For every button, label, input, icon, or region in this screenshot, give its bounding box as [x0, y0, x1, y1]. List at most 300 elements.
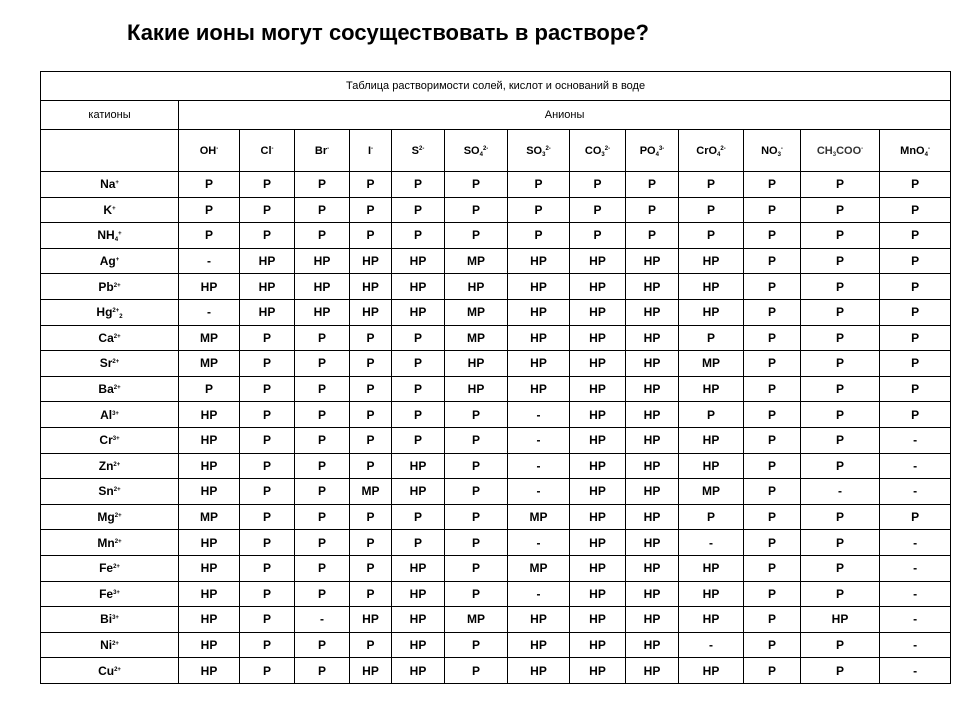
cation-formula: Cr: [99, 433, 113, 448]
solubility-cell: НР: [679, 274, 744, 300]
cation-cell: [41, 402, 179, 428]
solubility-cell: Р: [392, 172, 445, 198]
solubility-cell: НР: [801, 607, 880, 633]
solubility-cell: Р: [801, 172, 880, 198]
solubility-cell: Р: [679, 504, 744, 530]
solubility-cell: Р: [295, 223, 350, 249]
solubility-cell: НР: [392, 248, 445, 274]
solubility-cell: Р: [240, 530, 295, 556]
solubility-cell: Р: [350, 453, 392, 479]
solubility-cell: Р: [744, 376, 801, 402]
cation-charge: 2+: [114, 513, 122, 520]
solubility-cell: НР: [179, 274, 240, 300]
solubility-cell: Р: [240, 632, 295, 658]
solubility-cell: Р: [801, 376, 880, 402]
solubility-cell: -: [880, 658, 951, 684]
anion-header-cell: [350, 130, 392, 172]
solubility-cell: НР: [350, 607, 392, 633]
solubility-cell: Р: [801, 274, 880, 300]
solubility-cell: Р: [744, 248, 801, 274]
solubility-cell: НР: [179, 427, 240, 453]
anion-formula: NO: [761, 144, 778, 157]
solubility-cell: Р: [240, 479, 295, 505]
anion-formula: SO: [526, 144, 543, 157]
solubility-cell: Р: [801, 248, 880, 274]
solubility-cell: -: [679, 530, 744, 556]
solubility-cell: НР: [508, 351, 570, 377]
solubility-cell: НР: [392, 581, 445, 607]
solubility-cell: Р: [626, 223, 679, 249]
solubility-cell: Р: [295, 376, 350, 402]
solubility-cell: Р: [570, 223, 626, 249]
anion-header-cell: [880, 130, 951, 172]
solubility-cell: Р: [295, 632, 350, 658]
cation-cell: [41, 607, 179, 633]
solubility-cell: НР: [445, 351, 508, 377]
solubility-cell: Р: [801, 504, 880, 530]
table-row: [41, 376, 951, 402]
solubility-cell: Р: [801, 325, 880, 351]
cation-charge: 2+: [112, 359, 120, 366]
cation-formula: Fe: [99, 586, 114, 601]
solubility-cell: НР: [626, 658, 679, 684]
solubility-cell: НР: [179, 555, 240, 581]
cation-charge: 3+: [112, 436, 120, 443]
cation-formula: Ca: [98, 330, 114, 345]
table-row: [41, 248, 951, 274]
solubility-cell: НР: [626, 427, 679, 453]
anion-charge: 3-: [658, 145, 665, 152]
solubility-cell: -: [508, 453, 570, 479]
solubility-cell: МР: [179, 504, 240, 530]
anion-header-cell: [801, 130, 880, 172]
solubility-cell: НР: [240, 274, 295, 300]
solubility-cell: НР: [679, 427, 744, 453]
solubility-cell: Р: [445, 172, 508, 198]
solubility-cell: НР: [570, 351, 626, 377]
cation-charge: 3+: [113, 589, 120, 596]
anion-header-cell: [445, 130, 508, 172]
solubility-cell: НР: [570, 658, 626, 684]
solubility-cell: Р: [445, 223, 508, 249]
solubility-cell: Р: [880, 402, 951, 428]
cation-charge: +: [118, 231, 122, 238]
cation-formula: Fe: [99, 561, 114, 576]
solubility-cell: НР: [626, 555, 679, 581]
solubility-cell: -: [508, 530, 570, 556]
solubility-cell: НР: [570, 402, 626, 428]
cations-header: катионы: [41, 101, 179, 130]
solubility-cell: Р: [350, 351, 392, 377]
solubility-cell: -: [880, 427, 951, 453]
table-row: [41, 325, 951, 351]
solubility-cell: Р: [445, 555, 508, 581]
solubility-cell: Р: [880, 274, 951, 300]
solubility-cell: МР: [679, 351, 744, 377]
solubility-cell: НР: [508, 658, 570, 684]
cation-formula: Pb: [98, 279, 114, 294]
solubility-cell: НР: [240, 299, 295, 325]
solubility-cell: НР: [626, 479, 679, 505]
anion-row: [41, 130, 951, 172]
solubility-cell: Р: [801, 453, 880, 479]
solubility-cell: Р: [744, 274, 801, 300]
anion-header-cell: [179, 130, 240, 172]
solubility-cell: -: [508, 402, 570, 428]
cation-cell: [41, 351, 179, 377]
solubility-cell: Р: [392, 402, 445, 428]
table-row: [41, 607, 951, 633]
cation-formula: Zn: [98, 458, 114, 473]
solubility-table: [40, 71, 951, 684]
solubility-cell: Р: [240, 555, 295, 581]
anion-formula: Cl: [260, 144, 272, 157]
anion-header-cell: [744, 130, 801, 172]
solubility-cell: Р: [880, 248, 951, 274]
solubility-cell: -: [801, 479, 880, 505]
solubility-cell: Р: [744, 325, 801, 351]
solubility-cell: Р: [744, 172, 801, 198]
solubility-cell: Р: [350, 376, 392, 402]
solubility-cell: НР: [179, 402, 240, 428]
solubility-cell: Р: [240, 427, 295, 453]
solubility-cell: НР: [179, 607, 240, 633]
solubility-cell: НР: [626, 376, 679, 402]
cation-charge: 3+: [112, 615, 119, 622]
solubility-cell: Р: [801, 658, 880, 684]
cation-charge: 2+: [113, 385, 121, 392]
solubility-cell: Р: [445, 479, 508, 505]
solubility-cell: НР: [392, 479, 445, 505]
solubility-cell: Р: [445, 530, 508, 556]
solubility-cell: Р: [744, 427, 801, 453]
table-row: [41, 453, 951, 479]
table-row: [41, 351, 951, 377]
solubility-cell: МР: [508, 504, 570, 530]
solubility-cell: Р: [570, 197, 626, 223]
solubility-cell: НР: [392, 607, 445, 633]
solubility-cell: Р: [445, 427, 508, 453]
page-title: Какие ионы могут сосуществовать в растворе?: [127, 20, 649, 45]
table-caption: Таблица растворимости солей, кислот и оснований в воде: [41, 72, 951, 101]
solubility-cell: Р: [240, 658, 295, 684]
anion-formula: I: [367, 144, 372, 157]
solubility-cell: НР: [626, 351, 679, 377]
solubility-cell: МР: [679, 479, 744, 505]
solubility-cell: НР: [179, 658, 240, 684]
table-row: [41, 402, 951, 428]
anion-charge: 2-: [604, 145, 611, 152]
solubility-cell: НР: [626, 325, 679, 351]
table-row: [41, 632, 951, 658]
anion-subscript: 3: [777, 151, 781, 158]
cation-subscript: 4: [114, 237, 119, 244]
anion-subscript: 4: [479, 151, 483, 158]
solubility-cell: Р: [880, 172, 951, 198]
cation-formula: Mn: [97, 535, 115, 550]
solubility-cell: Р: [295, 555, 350, 581]
cation-formula: Sn: [98, 484, 114, 499]
cation-cell: [41, 504, 179, 530]
solubility-cell: Р: [240, 351, 295, 377]
cation-formula: Bi: [100, 612, 113, 627]
solubility-cell: Р: [445, 453, 508, 479]
solubility-cell: Р: [240, 581, 295, 607]
solubility-cell: Р: [508, 197, 570, 223]
anion-header-cell: [679, 130, 744, 172]
anion-formula: CO: [584, 144, 602, 157]
anion-subscript: 4: [655, 151, 659, 158]
cation-charge: 2+: [113, 564, 120, 571]
anion-header-cell: [626, 130, 679, 172]
table-row: [41, 299, 951, 325]
solubility-cell: Р: [570, 172, 626, 198]
solubility-cell: Р: [350, 172, 392, 198]
solubility-cell: НР: [570, 299, 626, 325]
solubility-cell: -: [179, 299, 240, 325]
anion-subscript: 4: [717, 151, 721, 158]
cation-cell: [41, 530, 179, 556]
solubility-cell: Р: [744, 658, 801, 684]
solubility-cell: НР: [392, 555, 445, 581]
solubility-cell: Р: [295, 325, 350, 351]
solubility-cell: Р: [350, 632, 392, 658]
solubility-cell: Р: [179, 223, 240, 249]
cation-charge: +: [115, 180, 119, 187]
solubility-cell: НР: [626, 581, 679, 607]
solubility-cell: Р: [445, 658, 508, 684]
solubility-cell: НР: [570, 325, 626, 351]
anion-charge: -: [371, 145, 374, 152]
solubility-cell: Р: [880, 376, 951, 402]
solubility-cell: НР: [392, 632, 445, 658]
solubility-cell: Р: [295, 581, 350, 607]
cation-cell: [41, 581, 179, 607]
anion-subscript: 4: [924, 151, 928, 158]
anion-subscript: 3: [542, 151, 546, 158]
solubility-cell: Р: [350, 555, 392, 581]
solubility-cell: НР: [679, 376, 744, 402]
solubility-cell: МР: [179, 351, 240, 377]
anion-charge: 2-: [545, 145, 551, 152]
table-row: [41, 504, 951, 530]
solubility-cell: НР: [626, 632, 679, 658]
table-row: [41, 172, 951, 198]
solubility-cell: НР: [392, 658, 445, 684]
table-row: [41, 427, 951, 453]
solubility-cell: Р: [295, 504, 350, 530]
solubility-cell: НР: [626, 607, 679, 633]
solubility-cell: НР: [350, 274, 392, 300]
cation-charge: 2+: [114, 666, 121, 673]
solubility-cell: Р: [179, 197, 240, 223]
solubility-cell: -: [679, 632, 744, 658]
cation-formula: NH: [97, 228, 115, 243]
solubility-cell: Р: [508, 172, 570, 198]
solubility-cell: -: [508, 581, 570, 607]
solubility-cell: НР: [570, 479, 626, 505]
table-row: [41, 197, 951, 223]
solubility-cell: Р: [801, 632, 880, 658]
solubility-cell: НР: [508, 299, 570, 325]
solubility-cell: Р: [679, 325, 744, 351]
anion-corner-cell: [41, 130, 179, 172]
anion-charge: 2-: [482, 145, 489, 152]
cation-charge: 2+: [112, 308, 120, 315]
cation-cell: [41, 248, 179, 274]
cation-cell: [41, 299, 179, 325]
cation-formula: Cu: [98, 663, 115, 678]
solubility-cell: Р: [350, 530, 392, 556]
solubility-cell: Р: [392, 504, 445, 530]
cation-formula: Mg: [97, 510, 115, 525]
cation-formula: Ba: [98, 382, 114, 397]
solubility-cell: Р: [801, 351, 880, 377]
anion-header-cell: [295, 130, 350, 172]
solubility-cell: НР: [392, 453, 445, 479]
solubility-cell: НР: [570, 555, 626, 581]
solubility-cell: Р: [295, 172, 350, 198]
solubility-cell: НР: [179, 632, 240, 658]
anion-charge: -: [927, 145, 930, 152]
cation-cell: [41, 632, 179, 658]
solubility-cell: Р: [295, 402, 350, 428]
solubility-cell: Р: [240, 223, 295, 249]
solubility-cell: Р: [626, 197, 679, 223]
solubility-cell: Р: [744, 479, 801, 505]
cation-formula: Hg: [96, 305, 113, 320]
solubility-cell: Р: [295, 197, 350, 223]
solubility-cell: Р: [240, 325, 295, 351]
cation-charge: 2+: [113, 487, 121, 494]
cation-formula: Al: [100, 407, 113, 422]
solubility-cell: НР: [240, 248, 295, 274]
solubility-cell: Р: [801, 581, 880, 607]
solubility-cell: НР: [570, 427, 626, 453]
solubility-cell: НР: [295, 274, 350, 300]
solubility-cell: МР: [445, 248, 508, 274]
solubility-cell: НР: [508, 607, 570, 633]
cation-cell: [41, 376, 179, 402]
cation-charge: 2+: [114, 538, 122, 545]
solubility-cell: НР: [570, 530, 626, 556]
solubility-cell: Р: [801, 402, 880, 428]
cation-charge: +: [112, 205, 116, 212]
anion-charge: 2-: [419, 145, 425, 152]
solubility-cell: НР: [508, 248, 570, 274]
solubility-cell: МР: [508, 555, 570, 581]
anion-charge: -: [271, 145, 274, 152]
anion-charge: -: [780, 145, 783, 152]
solubility-cell: Р: [445, 402, 508, 428]
solubility-cell: -: [880, 607, 951, 633]
solubility-cell: МР: [179, 325, 240, 351]
solubility-cell: НР: [626, 453, 679, 479]
solubility-cell: НР: [570, 607, 626, 633]
solubility-cell: Р: [350, 504, 392, 530]
solubility-cell: НР: [570, 248, 626, 274]
solubility-cell: МР: [350, 479, 392, 505]
solubility-cell: НР: [350, 299, 392, 325]
solubility-cell: Р: [679, 402, 744, 428]
solubility-cell: Р: [801, 223, 880, 249]
solubility-cell: Р: [392, 197, 445, 223]
solubility-cell: Р: [445, 632, 508, 658]
solubility-cell: Р: [295, 479, 350, 505]
solubility-cell: НР: [679, 555, 744, 581]
anion-charge: -: [216, 145, 219, 152]
cation-subscript: 2: [119, 314, 123, 321]
cation-formula: Sr: [99, 356, 113, 371]
solubility-cell: Р: [295, 658, 350, 684]
solubility-cell: Р: [350, 427, 392, 453]
solubility-cell: Р: [744, 197, 801, 223]
table-row: [41, 479, 951, 505]
solubility-cell: НР: [626, 402, 679, 428]
solubility-cell: -: [508, 427, 570, 453]
solubility-cell: Р: [744, 581, 801, 607]
solubility-cell: Р: [295, 530, 350, 556]
solubility-cell: Р: [880, 299, 951, 325]
cation-cell: [41, 658, 179, 684]
solubility-cell: Р: [801, 197, 880, 223]
anion-formula: S: [411, 144, 419, 157]
solubility-cell: НР: [626, 248, 679, 274]
table-row: [41, 658, 951, 684]
solubility-cell: НР: [392, 299, 445, 325]
solubility-cell: НР: [445, 376, 508, 402]
solubility-cell: Р: [880, 351, 951, 377]
solubility-cell: Р: [392, 325, 445, 351]
cation-formula: Na: [100, 177, 116, 192]
solubility-cell: НР: [508, 632, 570, 658]
solubility-cell: НР: [350, 248, 392, 274]
solubility-cell: Р: [744, 223, 801, 249]
solubility-cell: Р: [801, 299, 880, 325]
solubility-cell: МР: [445, 325, 508, 351]
solubility-cell: НР: [508, 325, 570, 351]
solubility-cell: Р: [744, 555, 801, 581]
solubility-cell: МР: [445, 299, 508, 325]
cation-charge: 2+: [112, 640, 119, 647]
solubility-cell: Р: [880, 197, 951, 223]
anion-formula: PO: [639, 144, 656, 157]
solubility-cell: Р: [350, 581, 392, 607]
solubility-cell: Р: [240, 402, 295, 428]
solubility-cell: Р: [392, 530, 445, 556]
cation-cell: [41, 197, 179, 223]
solubility-cell: НР: [508, 274, 570, 300]
cation-charge: 2+: [113, 333, 121, 340]
solubility-cell: НР: [679, 581, 744, 607]
solubility-cell: Р: [744, 504, 801, 530]
solubility-cell: Р: [744, 607, 801, 633]
solubility-cell: Р: [508, 223, 570, 249]
solubility-cell: -: [880, 555, 951, 581]
cation-formula: K: [103, 202, 113, 217]
solubility-cell: Р: [744, 351, 801, 377]
solubility-cell: Р: [392, 351, 445, 377]
solubility-cell: Р: [744, 632, 801, 658]
table-row: [41, 530, 951, 556]
solubility-cell: Р: [179, 376, 240, 402]
solubility-cell: НР: [570, 453, 626, 479]
solubility-cell: -: [880, 581, 951, 607]
table-row: [41, 555, 951, 581]
solubility-cell: НР: [179, 479, 240, 505]
solubility-cell: Р: [880, 504, 951, 530]
cation-cell: [41, 453, 179, 479]
